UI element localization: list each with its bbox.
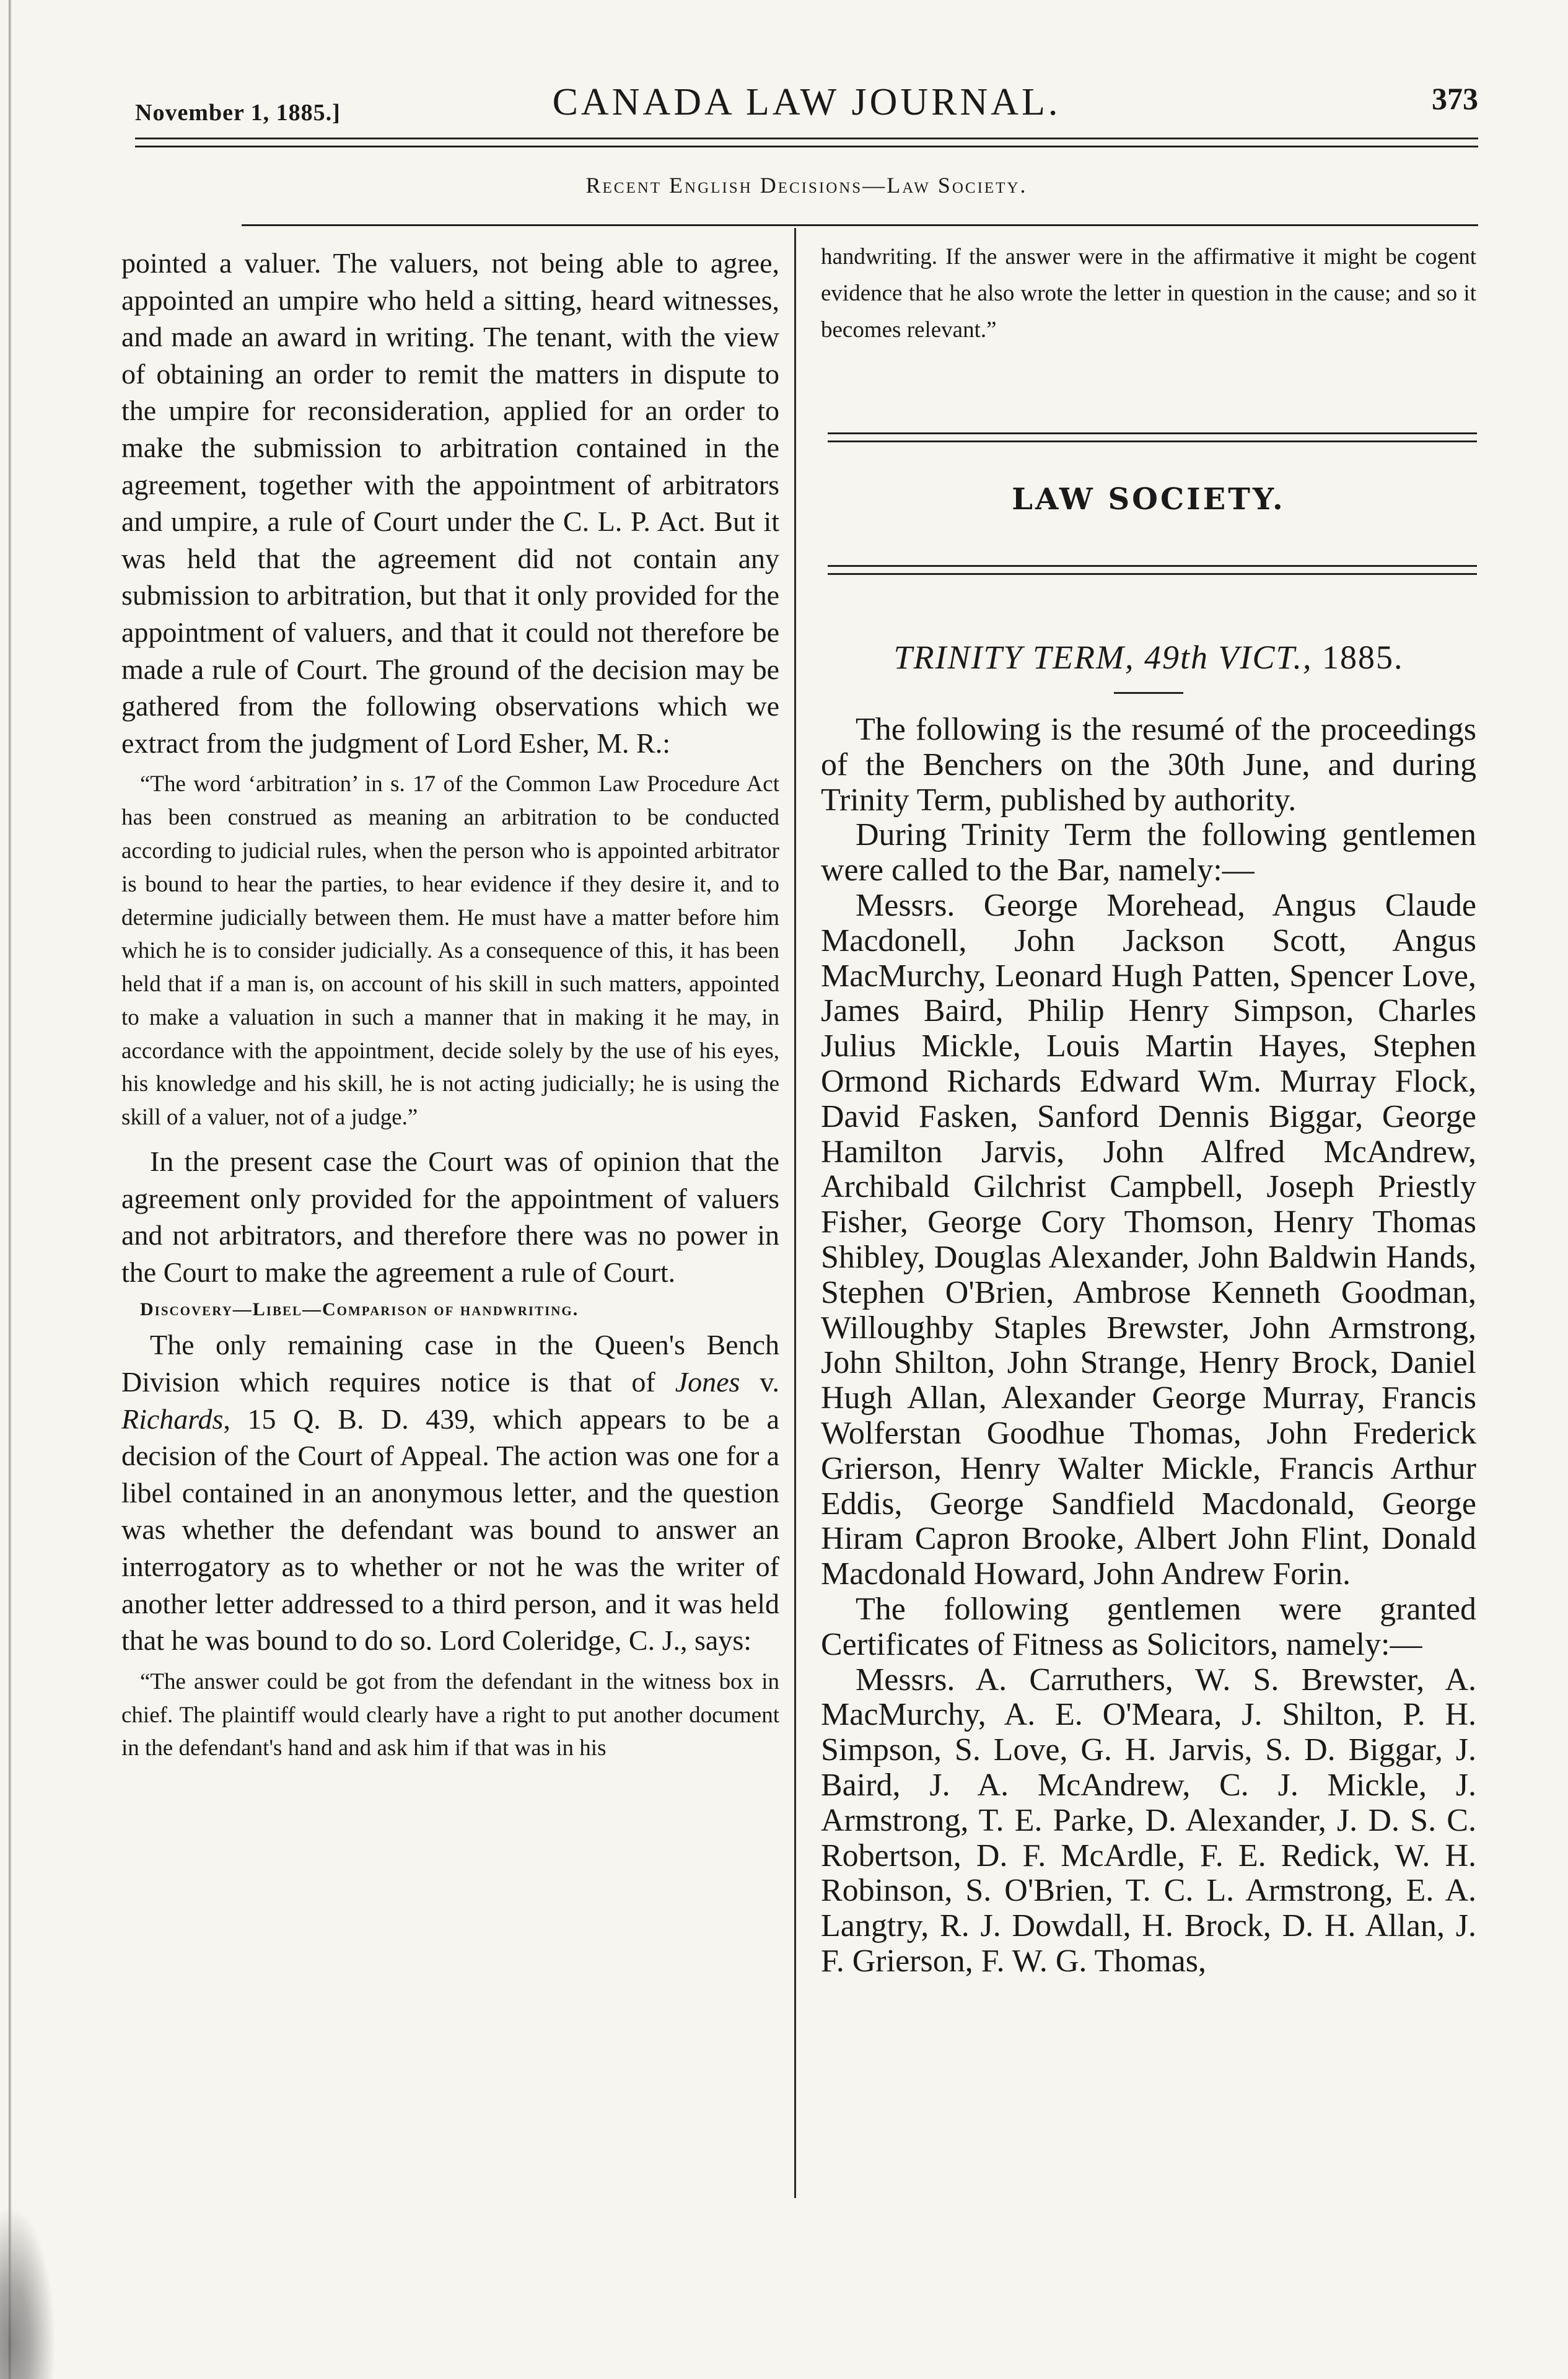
law-society-top-rule [828,432,1477,442]
case-name-jones: Jones [675,1366,740,1398]
issue-date: November 1, 1885.] [135,100,341,126]
case-heading: Discovery—Libel—Comparison of handwriting. [140,1299,579,1320]
coleridge-quote: “The answer could be got from the defendant in the witness box in chief. The plaintiff would clearly have a right to put another document in the defendant's hand and ask him if that was in his [121,1668,779,1761]
running-head [135,73,1478,135]
binding-gutter-shadow [9,0,12,2379]
coleridge-quote-continued: handwriting. If the answer were in the affirmative it might be cogent evidence that he also wrote the letter in question in the cause; and so it becomes relevant.” [821,244,1476,343]
certificates-names: Messrs. A. Carruthers, W. S. Brewster, A. MacMurchy, A. E. O'Meara, J. Shilton, P. H. Simpson, S. Love, G. H. Jarvis, S. D. Biggar, J. Baird, J. A. McAndrew, C. J. Mickle, J. Armstrong, T. E. Parke, D. Alexander, J. D. S. C. Robertson, D. F. McArdle, F. E. Redick, W. H. Robinson, S. O'Brien, T. C. L. Armstrong, E. A. Langtry, R. J. Dowdall, H. Brock, D. H. Allan, J. F. Grierson, F. W. G. Thomas, [821,1662,1476,1979]
para3-text-post: , 15 Q. B. D. 439, which appears to be a decision of the Court of Appeal. The action was one for a libel contained in an anonymous letter, and the question was whether the defendant was bound to answer an interrogatory as to whether or not he was the writer of another letter addressed to a third person, and it was held that he was bound to do so. Lord Coleridge, C. J., says: [121,1403,779,1657]
law-society-bottom-rule [828,565,1477,575]
page-number: 373 [1432,81,1478,116]
section-rule [242,224,1478,226]
called-to-bar-intro: During Trinity Term the following gentlemen were called to the Bar, namely:— [821,817,1476,888]
column-divider [794,228,796,2198]
left-paragraph-3 [121,1326,779,1658]
term-heading-rule [1114,692,1183,694]
law-society-body [821,712,1476,1979]
term-heading-year: 1885. [1312,639,1404,676]
header-double-rule [135,138,1478,147]
section-heading: Recent English Decisions—Law Society. [585,173,1028,198]
esher-quote: “The word ‘arbitration’ in s. 17 of the Common Law Procedure Act has been construed as meaning an arbitration to be conducted according to judicial rules, when the person who is appointed arbitrator is bound to hear the parties, to hear evidence if they desire it, and to determine judicially between them. He must have a matter before him which he is to consider judicially. As a consequence of this, it has been held that if a man is, on account of his skill in such matters, appointed to make a valuation in such a manner that in making it he may, in accordance with the appointment, decide solely by the use of his eyes, his knowledge and his skill, he is not acting judicially; he is using the skill of a valuer, not of a judge.” [121,771,779,1131]
resume-paragraph: The following is the resumé of the proceedings of the Benchers on the 30th June, and during Trinity Term, published by authority. [821,712,1476,818]
para3-text-pre: The only remaining case in the Queen's Bench Division which requires notice is that of [121,1329,779,1398]
left-column [121,245,779,1765]
law-society-heading: LAW SOCIETY. [1012,482,1285,517]
term-heading-italic: TRINITY TERM, 49th VICT., [893,639,1313,676]
term-heading [821,638,1476,677]
left-paragraph-2: In the present case the Court was of opinion that the agreement only provided for the appointment of valuers and not arbitrators, and therefore there was no power in the Court to make the agreement a rule of Court. [121,1146,779,1288]
certificates-intro: The following gentlemen were granted Certificates of Fitness as Solicitors, namely:— [821,1591,1476,1662]
right-column-top [821,239,1476,348]
called-to-bar-names: Messrs. George Morehead, Angus Claude Macdonell, John Jackson Scott, Angus MacMurchy, Leonard Hugh Patten, Spencer Love, James Baird, Philip Henry Simpson, Charles Julius Mickle, Louis Martin Hayes, Stephen Ormond Richards Edward Wm. Murray Flock, David Fasken, Sanford Dennis Biggar, George Hamilton Jarvis, John Alfred McAndrew, Archibald Gilchrist Campbell, Joseph Priestly Fisher, George Cory Thomson, Henry Thomas Shibley, Douglas Alexander, John Baldwin Hands, Stephen O'Brien, Ambrose Kenneth Goodman, Willoughby Staples Brewster, John Armstrong, John Shilton, John Strange, Henry Brock, Daniel Hugh Allan, Alexander George Murray, Francis Wolferstan Goodhue Thomas, John Frederick Grierson, Henry Walter Mickle, Francis Arthur Eddis, George Sandfield Macdonald, George Hiram Capron Brooke, Albert John Flint, Donald Macdonald Howard, John Andrew Forin. [821,887,1476,1592]
para3-v: v. [740,1366,780,1398]
journal-title: CANADA LAW JOURNAL. [552,81,1061,123]
left-paragraph-1: pointed a valuer. The valuers, not being able to agree, appointed an umpire who held a sitting, heard witnesses, and made an award in writing. The tenant, with the view of obtaining an order to remit the matters in dispute to the umpire for reconsideration, applied for an order to make the submission to arbitration contained in the agreement, together with the appointment of arbitrators and umpire, a rule of Court under the C. L. P. Act. But it was held that the agreement did not contain any submission to arbitration, but that it only provided for the appointment of valuers, and that it could not therefore be made a rule of Court. The ground of the decision may be gathered from the following observations which we extract from the judgment of Lord Esher, M. R.: [121,247,779,759]
scan-smudge [0,2206,56,2379]
case-name-richards: Richards [121,1403,224,1435]
